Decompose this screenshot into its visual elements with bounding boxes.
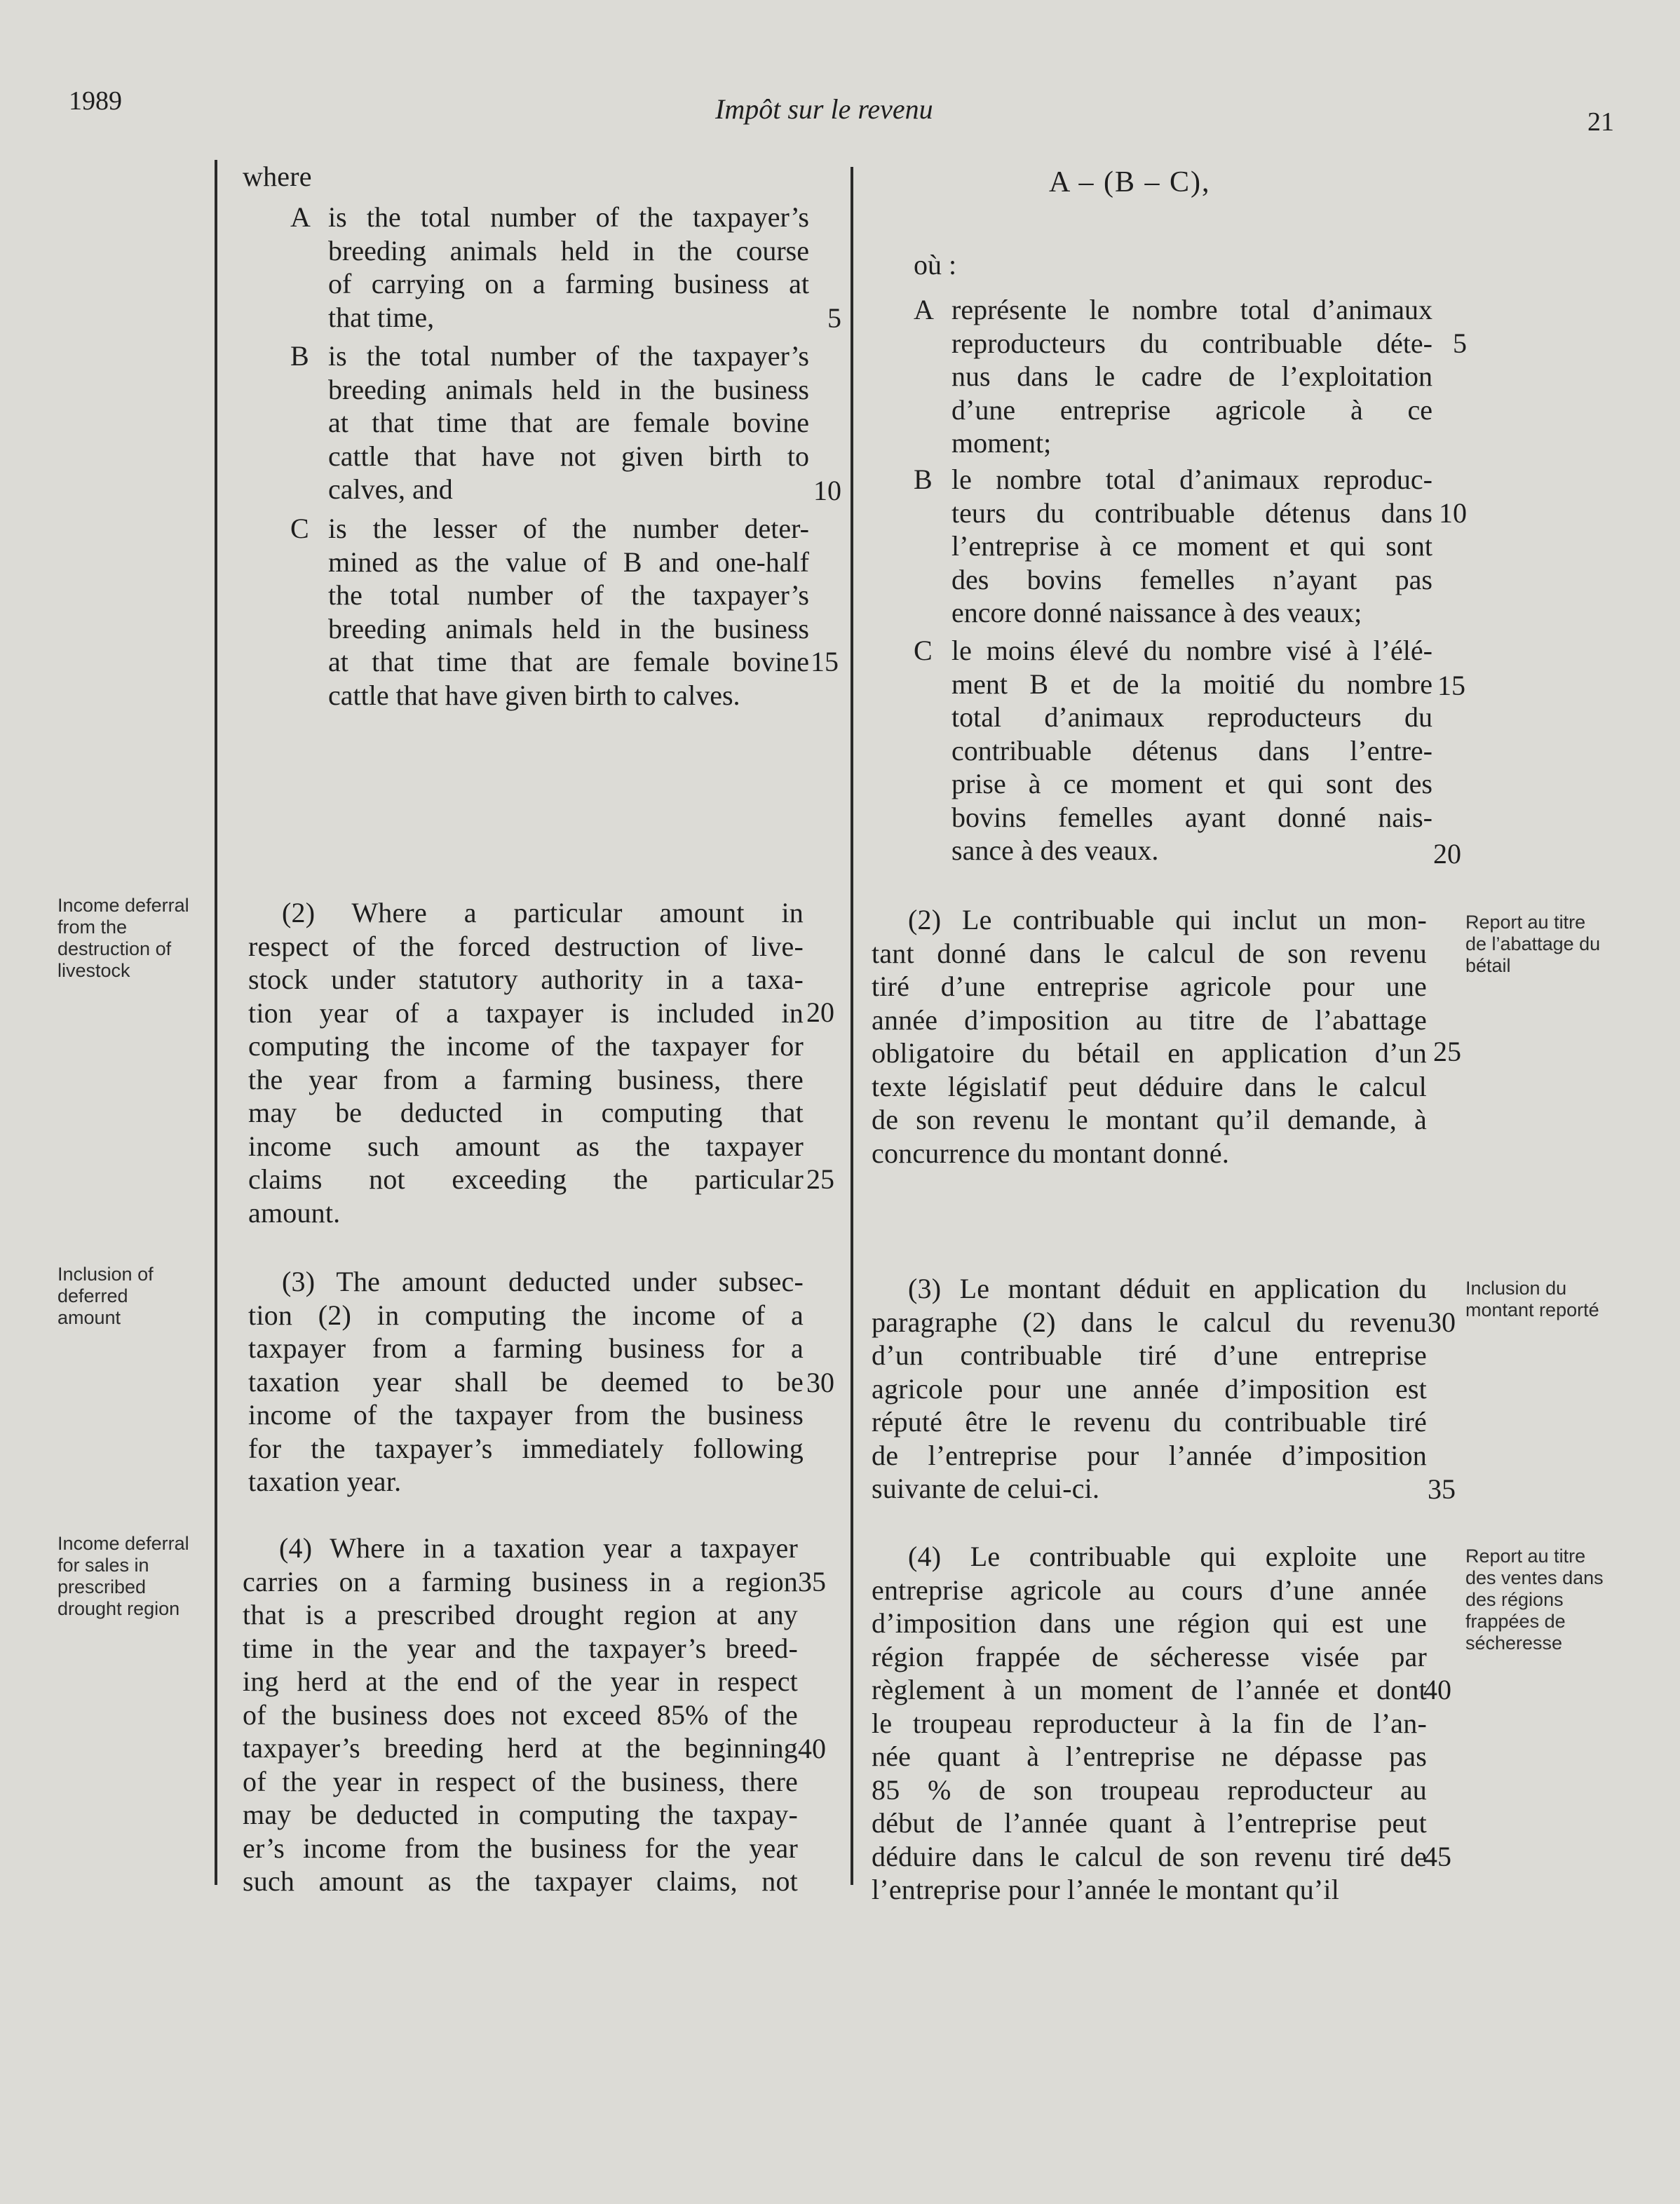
subsection-3-en: (3) The amount deducted under subsec- tion (2) in computing the income of a taxpayer from a farming business for a taxation year shall be deemed to be income of the taxpayer from the business for the taxpayer’s immediately following taxation year. [248,1266,804,1497]
definition-letter: C [914,635,933,666]
page-number: 21 [1587,107,1614,137]
line-number: 25 [806,1163,834,1195]
marginal-note-report-secheresse: Report au titre des ventes dans des régions frappées de sécheresse [1465,1546,1604,1654]
line-number: 30 [1428,1306,1456,1338]
formula: A – (B – C), [1049,166,1211,198]
subsection-4-fr: (4) Le contribuable qui exploite une entreprise agricole au cours d’une année d’imposition dans une région qui est une région frappée de sécheresse visée par règlement à un moment de l’année et dont le troupeau reproducteur à la fin de l’an- née quant à l’entreprise ne dépasse pas 85 % de son troupeau reproducteur au début de l’année quant à l’entreprise peut déduire dans le calcul de son revenu tiré de l’entreprise pour l’année le montant qu’il [872,1541,1427,1905]
definition-b-en: B is the total number of the taxpayer’s breeding animals held in the business at that time that are female bovine cattle that have not given birth to calves, and [290,340,809,505]
page-year: 1989 [69,86,122,116]
where-label: where [243,161,312,192]
marginal-note-drought-region: Income deferral for sales in prescribed drought region [57,1533,189,1619]
definition-b-fr: B le nombre total d’animaux reproduc- teurs du contribuable détenus dans l’entreprise à ce moment et qui sont des bovins femelles n’ayant pas encore donné naissance à des veaux; [914,464,1432,628]
left-column-rule [215,160,217,1885]
definition-letter: A [914,294,934,325]
middle-column-rule [851,167,853,1885]
running-title: Impôt sur le revenu [715,93,933,125]
definition-letter: C [290,513,309,544]
marginal-note-inclusion-montant: Inclusion du montant reporté [1465,1278,1599,1320]
line-number: 20 [806,996,834,1028]
marginal-note-income-deferral: Income deferral from the destruction of livestock [57,895,189,981]
subsection-2-en: (2) Where a particular amount in respect of the forced destruction of live- stock under statutory authority in a taxa- tion year of a taxpayer is included in computing the income of the taxpayer for the year from a farming business, there may be deducted in computing that income such amount as the taxpayer claims not exceeding the particular amount. [248,897,804,1229]
line-number: 5 [1453,327,1467,359]
line-number: 10 [813,475,841,506]
line-number: 40 [1423,1674,1451,1705]
marginal-note-inclusion-deferred: Inclusion of deferred amount [57,1264,154,1328]
line-number: 30 [806,1367,834,1398]
marginal-note-report-abattage: Report au titre de l’abattage du bétail [1465,912,1601,976]
line-number: 15 [1437,670,1465,701]
line-number: 25 [1433,1036,1461,1067]
definition-letter: A [290,201,311,233]
line-number: 15 [811,646,839,677]
line-number: 35 [1428,1473,1456,1505]
line-number: 5 [827,302,841,334]
line-number: 10 [1439,497,1467,529]
definition-a-fr: A représente le nombre total d’animaux reproducteurs du contribuable déte- nus dans le cadre de l’exploitation d’une entreprise agricole à ce moment; [914,294,1432,459]
ou-label: où : [914,249,957,280]
definition-c-fr: C le moins élevé du nombre visé à l’élé- ment B et de la moitié du nombre total d’animaux reproducteurs du contribuable détenus dans l’entre- prise à ce moment et qui sont des bovins femelles ayant donné nais- sance à des veaux. [914,635,1432,866]
subsection-2-fr: (2) Le contribuable qui inclut un mon- tant donné dans le calcul de son revenu tiré d’une entreprise agricole pour une année d’imposition au titre de l’abattage obligatoire du bétail en application d’un texte législatif peut déduire dans le calcul de son revenu le montant qu’il demande, à concurrence du montant donné. [872,904,1427,1169]
subsection-4-en: (4) Where in a taxation year a taxpayer carries on a farming business in a region that is a prescribed drought region at any time in the year and the taxpayer’s breed- ing herd at the end of the year in respect of the business does not exceed 85% of the taxpayer’s breeding herd at the beginning of the year in respect of the business, there may be deducted in computing the taxpay- er’s income from the business for the year such amount as the taxpayer claims, not [243,1532,798,1897]
line-number: 45 [1423,1841,1451,1872]
line-number: 20 [1433,838,1461,870]
definition-letter: B [914,464,933,495]
definition-a-en: A is the total number of the taxpayer’s breeding animals held in the course of carrying on a farming business at that time, [290,201,809,333]
definition-c-en: C is the lesser of the number deter- mined as the value of B and one-half the total number of the taxpayer’s breeding animals held in the business at that time that are female bovine cattle that have given birth to calves. [290,513,809,711]
line-number: 35 [798,1566,826,1597]
subsection-3-fr: (3) Le montant déduit en application du paragraphe (2) dans le calcul du revenu d’un contribuable tiré d’une entreprise agricole pour une année d’imposition est réputé être le revenu du contribuable tiré de l’entreprise pour l’année d’imposition suivante de celui-ci. [872,1273,1427,1504]
definition-letter: B [290,340,309,372]
line-number: 40 [798,1733,826,1764]
